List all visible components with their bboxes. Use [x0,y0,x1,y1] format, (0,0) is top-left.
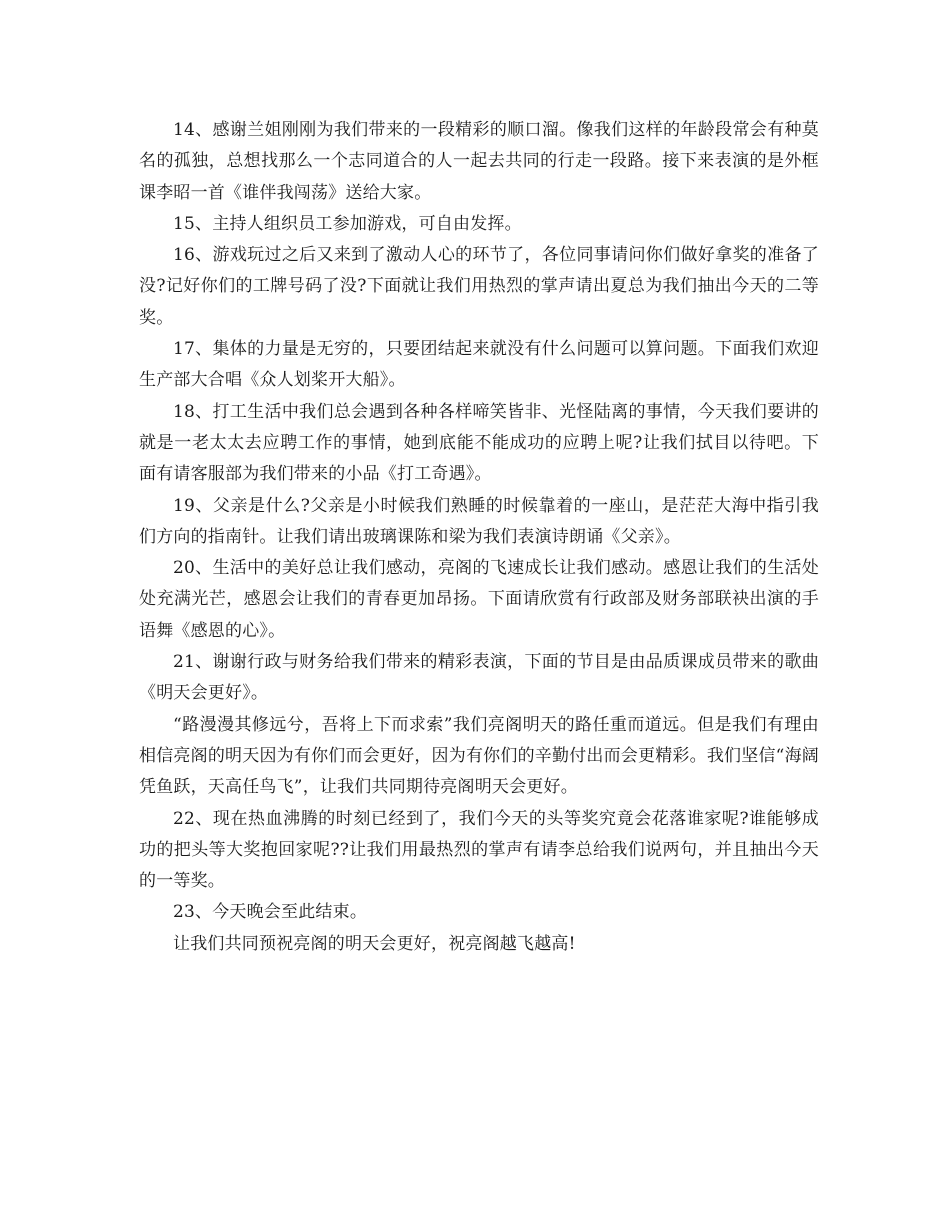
document-body [139,115,819,960]
paragraph-18: 18、打工生活中我们总会遇到各种各样啼笑皆非、光怪陆离的事情，今天我们要讲的就是一老太太去应聘工作的事情，她到底能不能成功的应聘上呢?让我们拭目以待吧。下面有请客服部为我们带来的小品《打工奇遇》。 [139,401,819,485]
paragraph-quote: “路漫漫其修远兮，吾将上下而求索”我们亮阁明天的路任重而道远。但是我们有理由相信亮阁的明天因为有你们而会更好，因为有你们的辛勤付出而会更精彩。我们坚信“海阔凭鱼跃，天高任鸟飞”，让我们共同期待亮阁明天会更好。 [139,714,819,798]
paragraph-20: 20、生活中的美好总让我们感动，亮阁的飞速成长让我们感动。感恩让我们的生活处处充满光芒，感恩会让我们的青春更加昂扬。下面请欣赏有行政部及财务部联袂出演的手语舞《感恩的心》。 [139,558,819,641]
paragraph-23: 23、今天晚会至此结束。 [173,902,368,923]
paragraph-closing: 让我们共同预祝亮阁的明天会更好，祝亮阁越飞越高! [173,933,576,954]
paragraph-15: 15、主持人组织员工参加游戏，可自由发挥。 [173,213,522,234]
paragraph-22: 22、现在热血沸腾的时刻已经到了，我们今天的头等奖究竟会花落谁家呢?谁能够成功的把头等大奖抱回家呢??让我们用最热烈的掌声有请李总给我们说两句，并且抽出今天的一等奖。 [139,808,819,892]
paragraph-21: 21、谢谢行政与财务给我们带来的精彩表演，下面的节目是由品质课成员带来的歌曲《明天会更好》。 [139,652,819,704]
paragraph-16: 16、游戏玩过之后又来到了激动人心的环节了，各位同事请问你们做好拿奖的准备了没?记好你们的工牌号码了没?下面就让我们用热烈的掌声请出夏总为我们抽出今天的二等奖。 [139,245,819,328]
paragraph-14: 14、感谢兰姐刚刚为我们带来的一段精彩的顺口溜。像我们这样的年龄段常会有种莫名的孤独，总想找那么一个志同道合的人一起去共同的行走一段路。接下来表演的是外框课李昭一首《谁伴我闯荡》送给大家。 [139,120,819,203]
paragraph-19: 19、父亲是什么?父亲是小时候我们熟睡的时候靠着的一座山，是茫茫大海中指引我们方向的指南针。让我们请出玻璃课陈和梁为我们表演诗朗诵《父亲》。 [139,495,819,547]
paragraph-17: 17、集体的力量是无穷的，只要团结起来就没有什么问题可以算问题。下面我们欢迎生产部大合唱《众人划桨开大船》。 [139,339,819,391]
